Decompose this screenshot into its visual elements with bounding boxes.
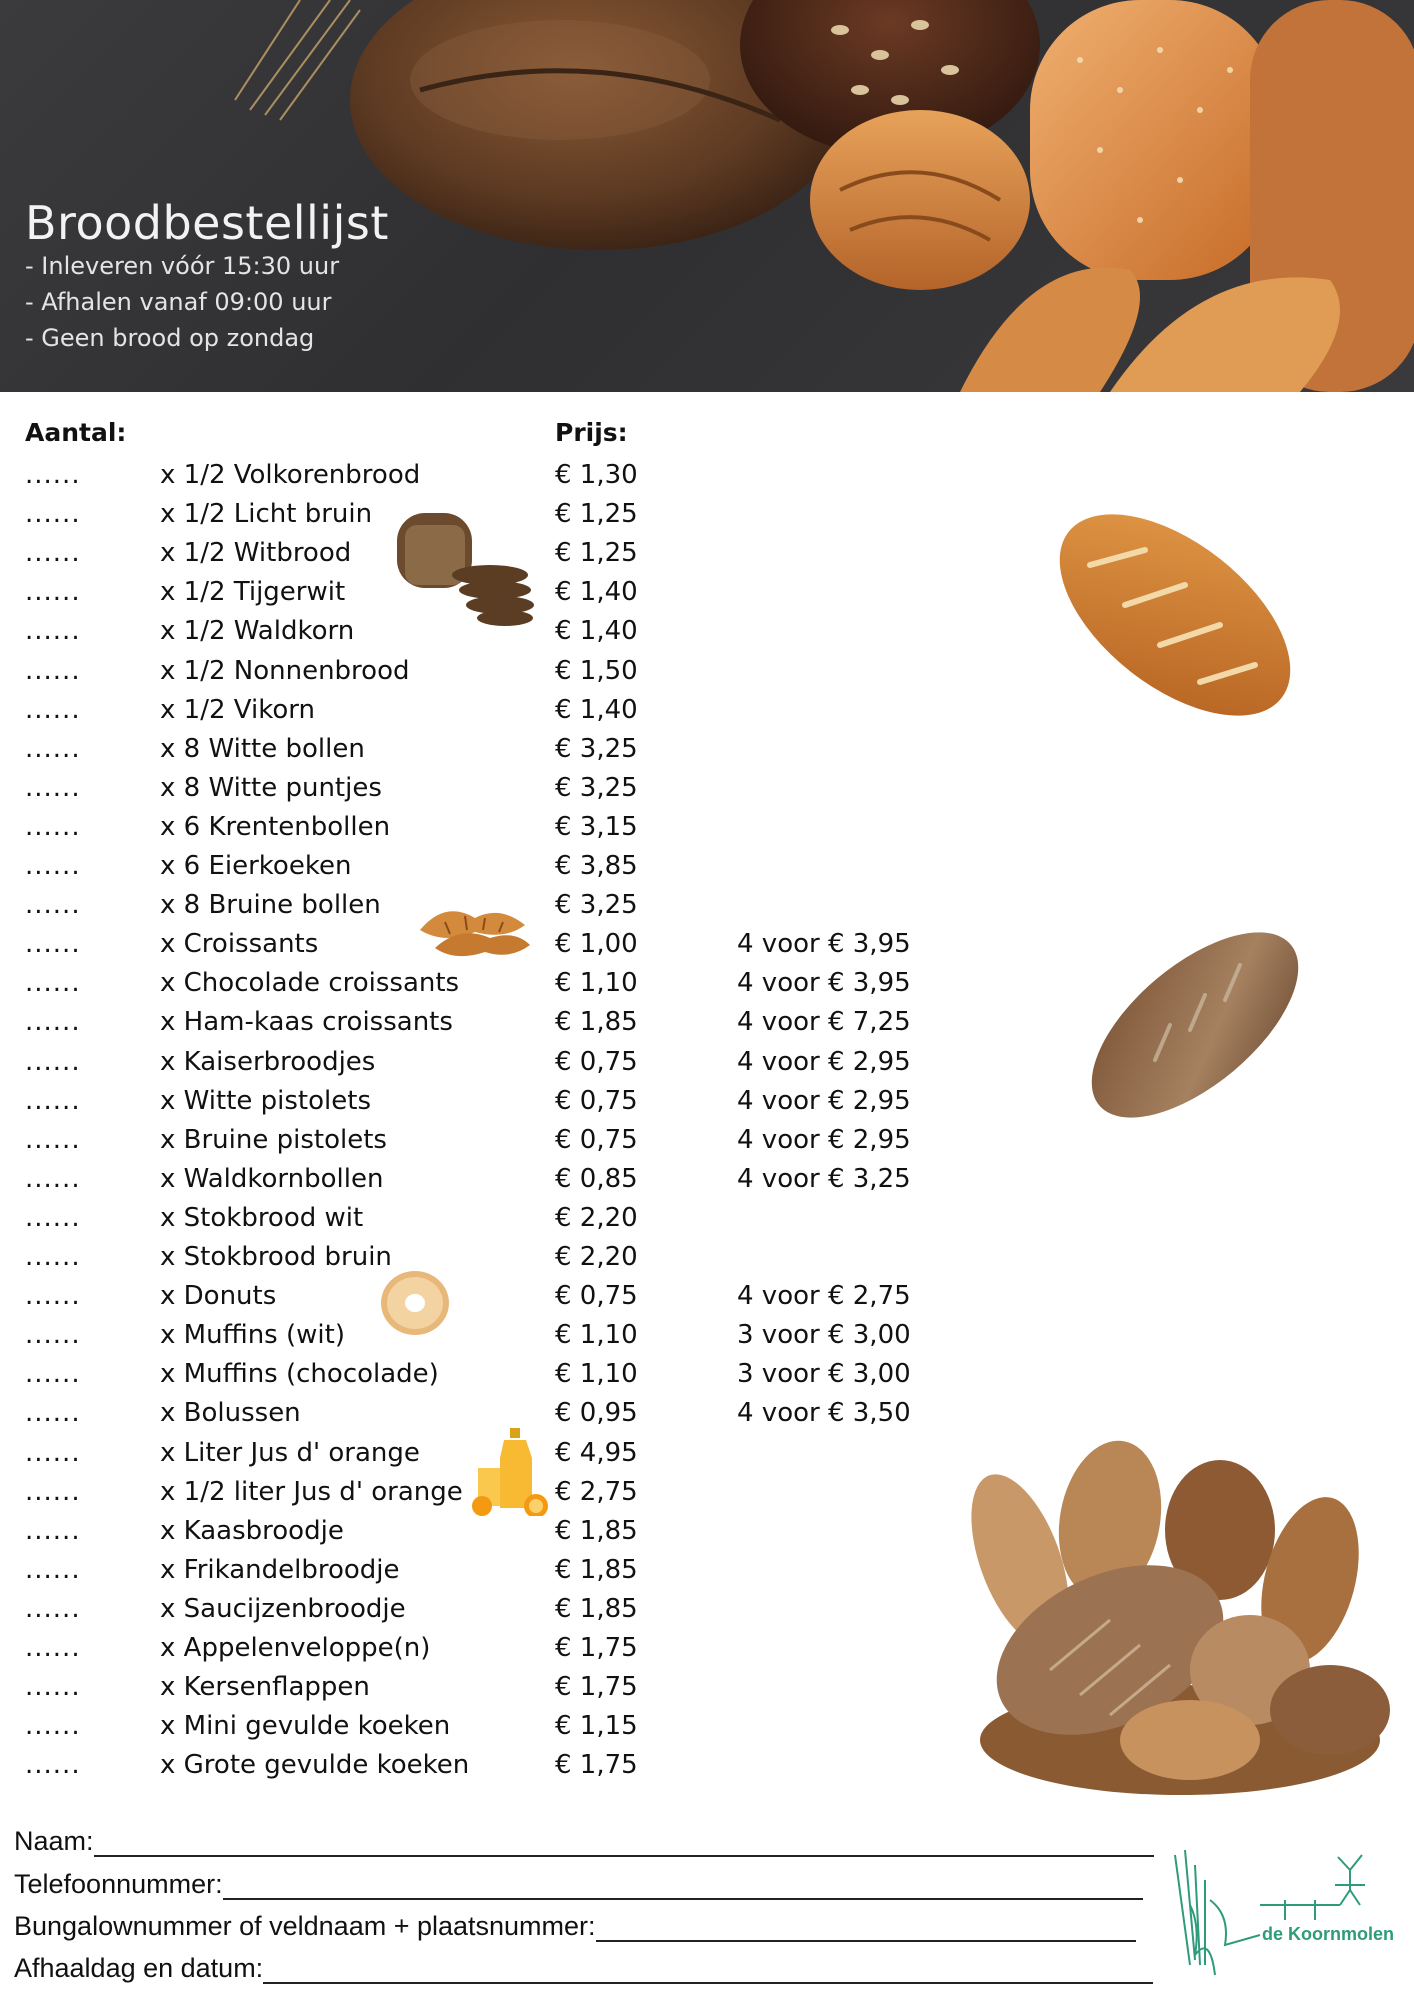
list-item: [0, 1123, 1000, 1162]
name-underline[interactable]: [94, 1827, 1154, 1857]
item-deal: 4 voor € 2,95: [737, 1046, 911, 1077]
logo-text: de Koornmolen: [1262, 1924, 1395, 1944]
phone-label: Telefoonnummer:: [14, 1869, 223, 1899]
item-price: € 2,20: [555, 1242, 638, 1272]
quantity-field[interactable]: ......: [25, 1476, 81, 1507]
item-name: x Kaiserbroodjes: [160, 1046, 376, 1077]
list-item: [0, 1201, 1000, 1240]
list-item: [0, 654, 1000, 693]
quantity-field[interactable]: ......: [25, 1633, 81, 1663]
sliced-bread-image: [395, 505, 535, 630]
item-price: € 1,85: [555, 1593, 638, 1624]
item-deal: 3 voor € 3,00: [737, 1359, 911, 1390]
quantity-field[interactable]: ......: [25, 577, 81, 608]
quantity-field[interactable]: ......: [25, 694, 81, 725]
list-item: [0, 1709, 1000, 1748]
item-deal: 4 voor € 2,95: [737, 1085, 911, 1116]
item-price: € 1,30: [555, 460, 638, 490]
list-item: [0, 1357, 1000, 1396]
item-price: € 1,25: [555, 538, 638, 569]
item-name: x Grote gevulde koeken: [160, 1750, 470, 1781]
list-item: [0, 1045, 1000, 1084]
item-name: x Appelenveloppe(n): [160, 1633, 431, 1663]
item-name: x 1/2 liter Jus d' orange: [160, 1476, 463, 1507]
item-name: x Kersenflappen: [160, 1672, 370, 1703]
info-line-pickup: - Afhalen vanaf 09:00 uur: [25, 288, 332, 316]
quantity-field[interactable]: ......: [25, 1359, 81, 1390]
item-name: x 8 Bruine bollen: [160, 890, 381, 921]
quantity-field[interactable]: ......: [25, 890, 81, 921]
item-deal: 4 voor € 3,25: [737, 1163, 911, 1194]
item-name: x Kaasbroodje: [160, 1515, 344, 1546]
item-price: € 1,15: [555, 1711, 638, 1742]
list-item: [0, 1240, 1000, 1279]
quantity-field[interactable]: ......: [25, 929, 81, 960]
quantity-field[interactable]: ......: [25, 772, 81, 803]
item-price: € 3,25: [555, 772, 638, 803]
quantity-field[interactable]: ......: [25, 968, 81, 999]
item-price: € 1,40: [555, 694, 638, 725]
item-name: x Muffins (chocolade): [160, 1359, 439, 1390]
item-name: x 1/2 Tijgerwit: [160, 577, 346, 608]
item-price: € 3,85: [555, 851, 638, 881]
quantity-field[interactable]: ......: [25, 733, 81, 764]
item-name: x Croissants: [160, 929, 319, 960]
item-deal: 4 voor € 7,25: [737, 1007, 911, 1038]
price-column-header: Prijs:: [555, 418, 628, 447]
item-price: € 1,00: [555, 929, 638, 960]
quantity-field[interactable]: ......: [25, 616, 81, 647]
item-name: x Witte pistolets: [160, 1085, 371, 1116]
rustic-loaf-image: [1075, 910, 1315, 1140]
phone-underline[interactable]: [223, 1870, 1143, 1900]
list-item: [0, 1670, 1000, 1709]
quantity-field[interactable]: ......: [25, 1124, 81, 1155]
quantity-field[interactable]: ......: [25, 538, 81, 569]
donut-image: [378, 1268, 452, 1338]
quantity-field[interactable]: ......: [25, 460, 81, 490]
orange-juice-image: [470, 1428, 550, 1516]
item-name: x 1/2 Waldkorn: [160, 616, 355, 647]
list-item: [0, 1592, 1000, 1631]
item-price: € 1,25: [555, 499, 638, 530]
item-name: x Waldkornbollen: [160, 1163, 384, 1194]
quantity-field[interactable]: ......: [25, 811, 81, 842]
pickup-date-underline[interactable]: [263, 1954, 1153, 1984]
quantity-field[interactable]: ......: [25, 1593, 81, 1624]
quantity-field[interactable]: ......: [25, 655, 81, 686]
list-item: [0, 1084, 1000, 1123]
list-item: [0, 693, 1000, 732]
quantity-field[interactable]: ......: [25, 1515, 81, 1546]
item-price: € 3,25: [555, 890, 638, 921]
quantity-field[interactable]: ......: [25, 1750, 81, 1781]
item-price: € 0,75: [555, 1085, 638, 1116]
item-name: x 1/2 Vikorn: [160, 694, 315, 725]
pickup-date-field[interactable]: [14, 1953, 1164, 1987]
item-deal: 4 voor € 3,50: [737, 1398, 911, 1429]
item-name: x 1/2 Volkorenbrood: [160, 460, 421, 490]
list-item: [0, 849, 1000, 888]
list-item: [0, 1318, 1000, 1357]
item-deal: 3 voor € 3,00: [737, 1320, 911, 1351]
item-price: € 1,75: [555, 1672, 638, 1703]
koornmolen-logo: [1170, 1845, 1410, 1995]
quantity-field[interactable]: ......: [25, 1554, 81, 1585]
item-name: x 8 Witte puntjes: [160, 772, 382, 803]
item-name: x Stokbrood wit: [160, 1202, 364, 1233]
item-price: € 1,10: [555, 1359, 638, 1390]
item-name: x 1/2 Witbrood: [160, 538, 352, 569]
item-price: € 1,85: [555, 1007, 638, 1038]
quantity-field[interactable]: ......: [25, 499, 81, 530]
quantity-field[interactable]: ......: [25, 1320, 81, 1351]
list-item: [0, 1005, 1000, 1044]
list-item: [0, 810, 1000, 849]
info-line-deadline: - Inleveren vóór 15:30 uur: [25, 252, 340, 280]
list-item: [0, 1631, 1000, 1670]
item-deal: 4 voor € 3,95: [737, 968, 911, 999]
item-price: € 4,95: [555, 1437, 638, 1468]
croissants-image: [415, 900, 535, 962]
list-item: [0, 771, 1000, 810]
item-name: x Saucijzenbroodje: [160, 1593, 406, 1624]
item-price: € 1,40: [555, 577, 638, 608]
quantity-field[interactable]: ......: [25, 1242, 81, 1272]
bungalow-label: Bungalownummer of veldnaam + plaatsnummer:: [14, 1911, 596, 1941]
list-item: [0, 1553, 1000, 1592]
item-price: € 0,75: [555, 1046, 638, 1077]
pickup-date-label: Afhaaldag en datum:: [14, 1953, 264, 1983]
page-title: Broodbestellijst: [25, 196, 389, 250]
quantity-field[interactable]: ......: [25, 1163, 81, 1194]
quantity-field[interactable]: ......: [25, 1046, 81, 1077]
item-name: x Donuts: [160, 1281, 277, 1312]
item-price: € 1,40: [555, 616, 638, 647]
item-name: x 1/2 Nonnenbrood: [160, 655, 410, 686]
list-item: [0, 732, 1000, 771]
info-line-sunday: - Geen brood op zondag: [25, 324, 315, 352]
item-name: x 1/2 Licht bruin: [160, 499, 373, 530]
quantity-field[interactable]: ......: [25, 1398, 81, 1429]
item-name: x Chocolade croissants: [160, 968, 460, 999]
item-name: x Mini gevulde koeken: [160, 1711, 451, 1742]
item-price: € 1,85: [555, 1554, 638, 1585]
item-name: x Frikandelbroodje: [160, 1554, 400, 1585]
item-deal: 4 voor € 2,95: [737, 1124, 911, 1155]
item-price: € 1,10: [555, 1320, 638, 1351]
phone-field[interactable]: [14, 1869, 1164, 1903]
bread-basket-image: [960, 1440, 1400, 1800]
list-item: [0, 1162, 1000, 1201]
list-item: [0, 1279, 1000, 1318]
item-price: € 2,20: [555, 1202, 638, 1233]
item-name: x 8 Witte bollen: [160, 733, 365, 764]
item-price: € 1,85: [555, 1515, 638, 1546]
list-item: [0, 1748, 1000, 1787]
item-price: € 1,50: [555, 655, 638, 686]
item-name: x Bolussen: [160, 1398, 301, 1429]
item-price: € 0,75: [555, 1281, 638, 1312]
item-name: x Liter Jus d' orange: [160, 1437, 420, 1468]
quantity-field[interactable]: ......: [25, 1085, 81, 1116]
bungalow-underline[interactable]: [596, 1912, 1136, 1942]
item-deal: 4 voor € 3,95: [737, 929, 911, 960]
quantity-field[interactable]: ......: [25, 1007, 81, 1038]
name-label: Naam:: [14, 1826, 94, 1856]
item-price: € 1,75: [555, 1633, 638, 1663]
item-name: x Ham-kaas croissants: [160, 1007, 453, 1038]
item-name: x Bruine pistolets: [160, 1124, 387, 1155]
item-name: x 6 Eierkoeken: [160, 851, 352, 881]
item-name: x Muffins (wit): [160, 1320, 345, 1351]
quantity-field[interactable]: ......: [25, 1672, 81, 1703]
item-price: € 0,75: [555, 1124, 638, 1155]
item-price: € 1,10: [555, 968, 638, 999]
name-field[interactable]: [14, 1826, 1164, 1860]
item-deal: 4 voor € 2,75: [737, 1281, 911, 1312]
item-price: € 3,25: [555, 733, 638, 764]
item-name: x Stokbrood bruin: [160, 1242, 392, 1272]
item-price: € 0,85: [555, 1163, 638, 1194]
scored-loaf-image: [1050, 500, 1300, 730]
quantity-field[interactable]: ......: [25, 1281, 81, 1312]
quantity-field[interactable]: ......: [25, 1202, 81, 1233]
item-price: € 2,75: [555, 1476, 638, 1507]
quantity-field[interactable]: ......: [25, 851, 81, 881]
header-banner: [0, 0, 1414, 392]
quantity-column-header: Aantal:: [25, 418, 127, 447]
item-name: x 6 Krentenbollen: [160, 811, 391, 842]
quantity-field[interactable]: ......: [25, 1437, 81, 1468]
item-price: € 0,95: [555, 1398, 638, 1429]
list-item: [0, 458, 1000, 497]
list-item: [0, 966, 1000, 1005]
item-price: € 3,15: [555, 811, 638, 842]
bungalow-field[interactable]: [14, 1911, 1164, 1945]
list-item: [0, 1514, 1000, 1553]
item-price: € 1,75: [555, 1750, 638, 1781]
quantity-field[interactable]: ......: [25, 1711, 81, 1742]
